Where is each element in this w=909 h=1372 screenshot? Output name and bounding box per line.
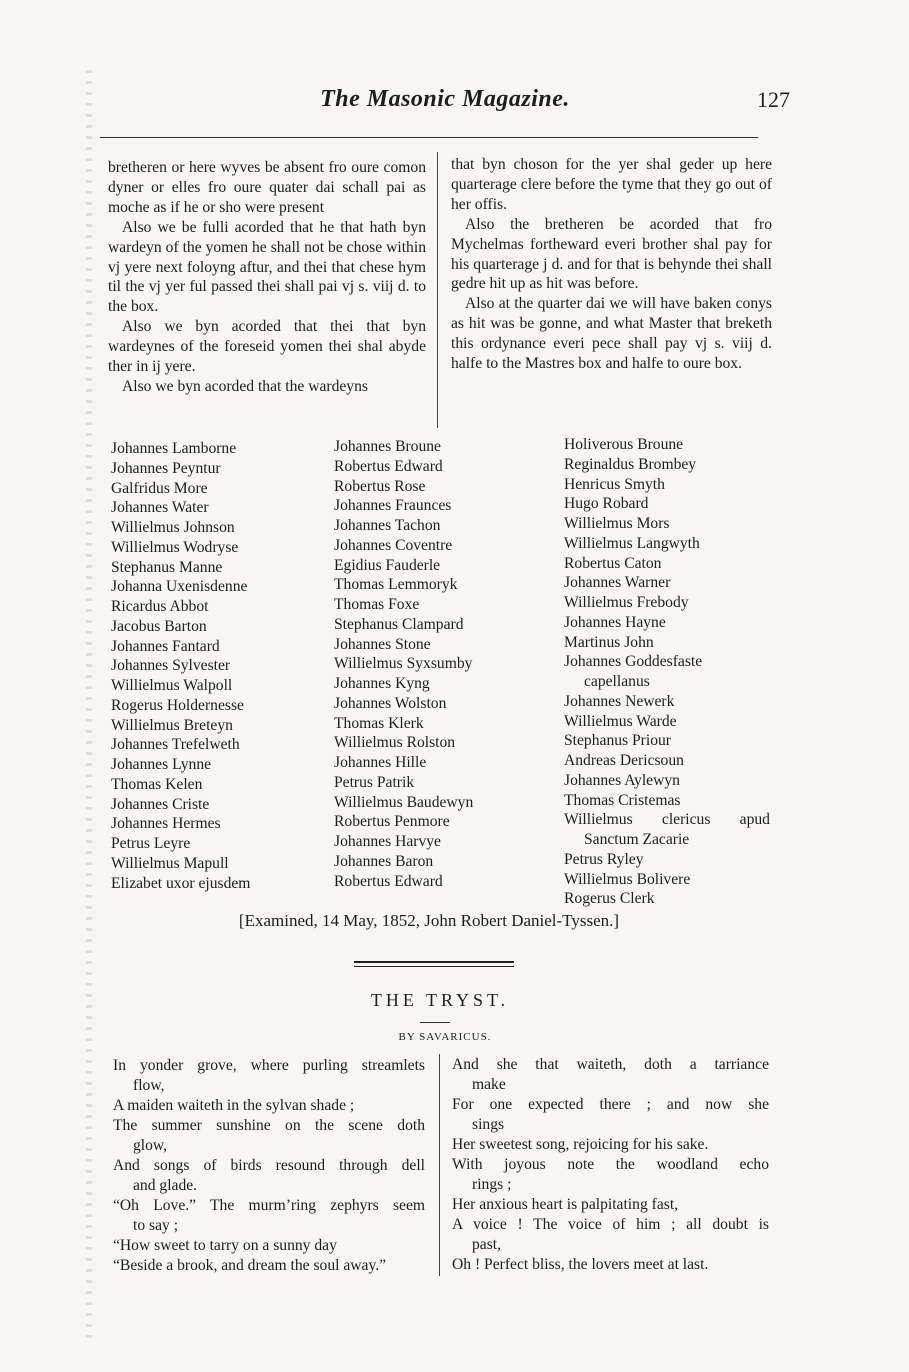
- name-entry: Willielmus Rolston: [334, 734, 456, 752]
- ordinance-paragraph: bretheren or here wyves be absent fro oure comon dyner or elles fro oure quater dai schall pai as moche as if he or sho were present: [108, 159, 426, 216]
- poem-title: THE TRYST.: [370, 990, 510, 1010]
- name-entry: Petrus Leyre: [111, 835, 191, 852]
- name-word: Willielmus: [564, 811, 633, 829]
- poem-line: Oh ! Perfect bliss, the lovers meet at last.: [452, 1256, 709, 1273]
- name-entry: Robertus Rose: [334, 477, 426, 495]
- name-entry: Johannes Newerk: [564, 692, 675, 710]
- names-column-3: [564, 435, 774, 909]
- name-entry: Johannes Aylewyn: [564, 771, 680, 789]
- name-entry: Johannes Kyng: [334, 675, 430, 692]
- name-entry: Hugo Robard: [564, 495, 649, 513]
- name-entry: Johannes Warner: [564, 574, 671, 592]
- name-entry: Johannes Broune: [334, 438, 441, 455]
- title-rule: [420, 1022, 450, 1023]
- name-entry: Johannes Tachon: [334, 517, 441, 534]
- name-entry: Johannes Lamborne: [111, 440, 237, 457]
- ordinance-paragraph: Also we byn acorded that the wardeyns: [122, 377, 368, 395]
- name-entry: Andreas Dericsoun: [564, 752, 684, 769]
- poem-line: “Oh Love.” The murm’ring zephyrs seem: [113, 1197, 425, 1214]
- name-entry: Willielmus Mors: [564, 515, 670, 532]
- column-divider: [437, 152, 438, 428]
- examined-note: [Examined, 14 May, 1852, John Robert Daniel-Tyssen.]: [238, 911, 620, 930]
- ordinances-right-column: [451, 155, 772, 374]
- name-entry: Willielmus Johnson: [111, 519, 235, 536]
- name-entry: Johannes Hermes: [111, 815, 221, 833]
- name-entry: Stephanus Clampard: [334, 615, 464, 633]
- ordinance-paragraph: Also we be fulli acorded that he that hath byn wardeyn of the yomen he shall not be chose within vj yere next foloyng aftur, and thei that chese hym til the vj yer ful passed thei shall pai vj s. viij d. to the box.: [108, 218, 426, 316]
- name-entry: Reginaldus Brombey: [564, 455, 697, 473]
- poem-line-continuation: rings ;: [472, 1176, 512, 1193]
- name-entry: Willielmus Walpoll: [111, 677, 233, 694]
- name-entry: Johannes Wolston: [334, 694, 447, 712]
- poem-line-continuation: make: [472, 1076, 506, 1093]
- section-separator-thick: [354, 961, 514, 963]
- poem-line: In yonder grove, where purling streamlets: [113, 1057, 425, 1074]
- name-entry: Willielmus Langwyth: [564, 534, 700, 552]
- name-entry: Rogerus Clerk: [564, 890, 655, 908]
- name-entry: Petrus Ryley: [564, 850, 644, 868]
- poem-left-column: [113, 1056, 425, 1276]
- poem-line: A maiden waiteth in the sylvan shade ;: [113, 1097, 355, 1114]
- name-entry: Johannes Harvye: [334, 833, 441, 850]
- name-entry: Thomas Kelen: [111, 775, 203, 793]
- name-entry: Willielmus Baudewyn: [334, 793, 474, 811]
- name-entry: Willielmus Bolivere: [564, 870, 691, 888]
- name-entry-continuation: Sanctum Zacarie: [584, 831, 690, 848]
- poem-line: And songs of birds resound through dell: [113, 1157, 425, 1174]
- name-entry: Johannes Coventre: [334, 536, 453, 554]
- poem-line-continuation: flow,: [133, 1077, 165, 1094]
- name-entry: Willielmus Mapull: [111, 854, 229, 872]
- name-entry: Johannes Hille: [334, 754, 427, 771]
- poem-column-divider: [439, 1054, 440, 1276]
- ordinance-paragraph: Also the bretheren be acorded that fro Mychelmas fortheward everi brother shal pay for his quarterage j d. and for that is behynde thei shall gedre hit up as hit was before.: [451, 215, 772, 293]
- name-entry: Willielmus Syxsumby: [334, 655, 473, 673]
- name-entry: Johanna Uxenisdenne: [111, 578, 248, 596]
- name-entry: Johannes Peyntur: [111, 459, 221, 477]
- name-entry: Johannes Sylvester: [111, 657, 231, 675]
- name-word: clericus: [661, 811, 711, 829]
- poem-line-continuation: to say ;: [133, 1217, 179, 1234]
- poem-line-continuation: sings: [472, 1116, 505, 1133]
- running-head: [100, 86, 790, 116]
- name-entry: Johannes Fraunces: [334, 497, 452, 515]
- name-entry: Egidius Fauderle: [334, 556, 441, 574]
- name-entry: Willielmus Warde: [564, 712, 677, 730]
- name-entry: Elizabet uxor ejusdem: [111, 874, 251, 892]
- poem-line: “Beside a brook, and dream the soul away.”: [113, 1257, 387, 1274]
- name-entry: Johannes Fantard: [111, 637, 220, 655]
- poem-line: And she that waiteth, doth a tarriance: [452, 1056, 769, 1073]
- poem-line: The summer sunshine on the scene doth: [113, 1117, 425, 1134]
- poem-right-column: [452, 1055, 769, 1275]
- name-entry: Willielmus Frebody: [564, 594, 689, 611]
- names-column-2: [334, 437, 554, 891]
- name-entry: Rogerus Holdernesse: [111, 696, 244, 714]
- name-entry: Willielmus Breteyn: [111, 716, 233, 734]
- ordinance-paragraph: that byn choson for the yer shal geder up here quarterage clere before the tyme that they go out of her offis.: [451, 156, 772, 213]
- name-entry: Martinus John: [564, 633, 654, 651]
- name-entry: Petrus Patrik: [334, 773, 415, 791]
- name-entry: Johannes Baron: [334, 852, 434, 870]
- name-entry: Johannes Lynne: [111, 756, 212, 773]
- magazine-title: The Masonic Magazine.: [320, 86, 570, 112]
- ordinance-paragraph: Also at the quarter dai we will have baken conys as hit was be gonne, and what Master that breketh this ordynance everi pece shall pay vj s. viij d. halfe to the Mastres box and halfe to oure box.: [451, 295, 772, 373]
- name-entry: Robertus Edward: [334, 872, 443, 890]
- name-entry: Johannes Stone: [334, 635, 431, 653]
- name-entry: Robertus Penmore: [334, 813, 450, 831]
- poem-line: “How sweet to tarry on a sunny day: [113, 1237, 337, 1254]
- binding-edge: [86, 70, 92, 1340]
- poem-byline: BY SAVARICUS.: [398, 1031, 492, 1043]
- name-entry: Thomas Cristemas: [564, 791, 681, 809]
- section-separator-thin: [354, 966, 514, 967]
- name-word: apud: [739, 811, 770, 829]
- ordinances-left-column: [108, 158, 426, 397]
- poem-line-continuation: past,: [472, 1236, 502, 1253]
- name-entry: Johannes Hayne: [564, 613, 666, 631]
- name-entry-continuation: capellanus: [584, 673, 650, 690]
- poem-line: For one expected there ; and now she: [452, 1096, 769, 1113]
- name-entry: Holiverous Broune: [564, 436, 684, 453]
- name-entry: Thomas Foxe: [334, 596, 420, 613]
- name-entry: Henricus Smyth: [564, 475, 665, 493]
- name-entry: Johannes Criste: [111, 795, 210, 813]
- page-number: 127: [757, 87, 790, 112]
- name-entry: Willielmus Wodryse: [111, 538, 239, 556]
- name-entry: Robertus Caton: [564, 554, 662, 572]
- name-entry: Thomas Lemmoryk: [334, 576, 458, 594]
- poem-line: Her sweetest song, rejoicing for his sake.: [452, 1136, 709, 1153]
- poem-line: With joyous note the woodland echo: [452, 1156, 769, 1173]
- ordinance-paragraph: Also we byn acorded that thei that byn wardeynes of the foreseid yomen thei shal abyde ther in ij yere.: [108, 318, 426, 376]
- header-rule: [100, 137, 758, 138]
- name-entry: [564, 810, 774, 830]
- name-entry: Thomas Klerk: [334, 714, 424, 732]
- names-column-1: [111, 439, 326, 893]
- poem-line: Her anxious heart is palpitating fast,: [452, 1196, 679, 1213]
- name-entry: Johannes Water: [111, 499, 209, 517]
- poem-line-continuation: glow,: [133, 1137, 168, 1154]
- poem-line-continuation: and glade.: [133, 1177, 198, 1194]
- name-entry: Jacobus Barton: [111, 617, 207, 635]
- name-entry: Johannes Goddesfaste: [564, 653, 703, 671]
- poem-line: A voice ! The voice of him ; all doubt is: [452, 1216, 769, 1233]
- name-entry: Galfridus More: [111, 479, 208, 497]
- name-entry: Johannes Trefelweth: [111, 736, 240, 754]
- name-entry: Stephanus Priour: [564, 732, 671, 750]
- name-entry: Robertus Edward: [334, 457, 443, 475]
- name-entry: Stephanus Manne: [111, 558, 223, 576]
- name-entry: Ricardus Abbot: [111, 598, 209, 615]
